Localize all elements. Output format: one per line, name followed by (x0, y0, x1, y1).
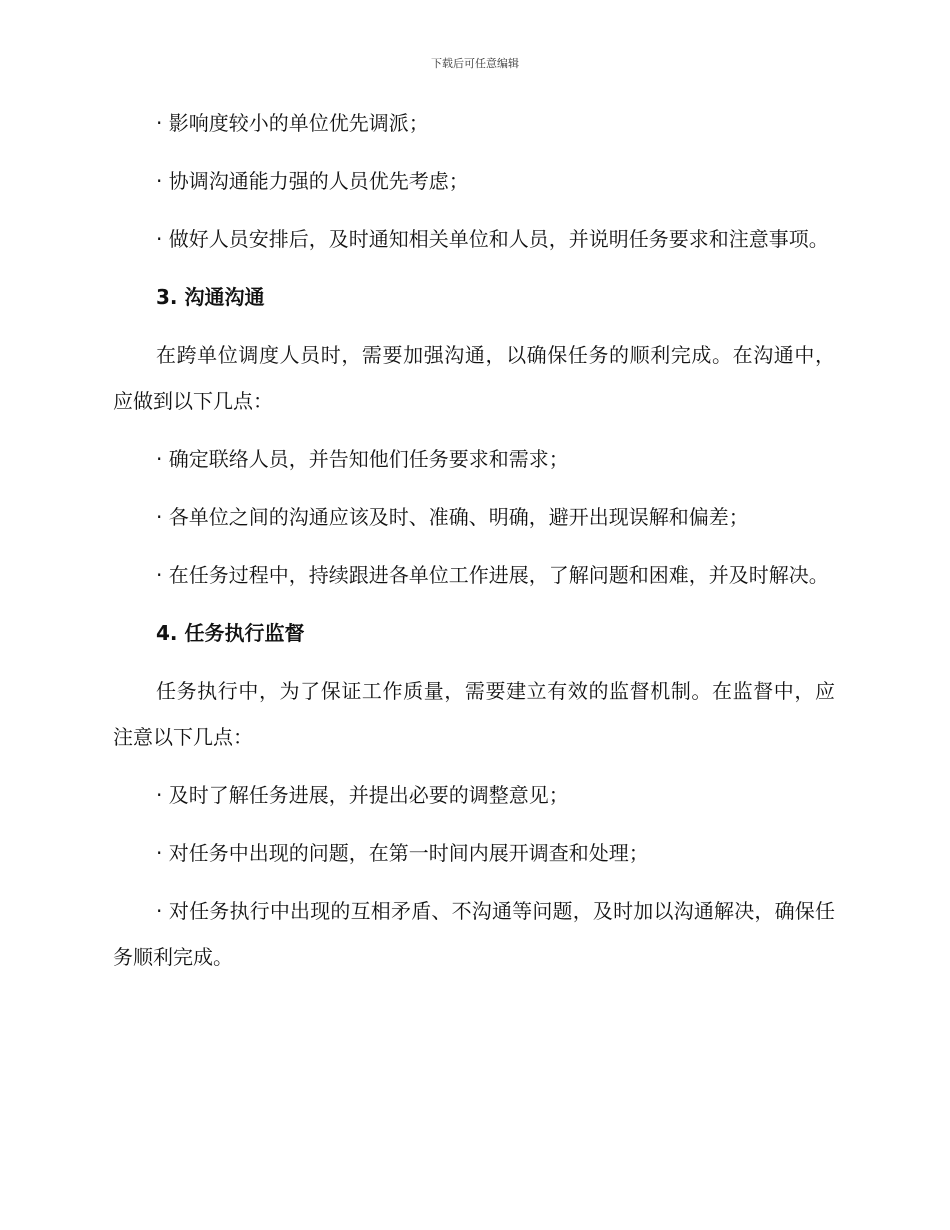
page-header: 下载后可任意编辑 (431, 57, 519, 70)
bullet-item: · 各单位之间的沟通应该及时、准确、明确，避开出现误解和偏差； (156, 505, 749, 529)
section-heading: 4. 任务执行监督 (156, 621, 305, 645)
bullet-item: · 在任务过程中，持续跟进各单位工作进展，了解问题和困难，并及时解决。 (156, 563, 829, 587)
bullet-item: · 协调沟通能力强的人员优先考虑； (156, 169, 469, 193)
bullet-item: · 影响度较小的单位优先调派； (156, 111, 429, 135)
document-body (113, 100, 835, 992)
section-heading: 3. 沟通沟通 (156, 285, 265, 309)
bullet-item: · 对任务执行中出现的互相矛盾、不沟通等问题，及时加以沟通解决，确保任务顺利完成。 (113, 899, 835, 969)
paragraph: 在跨单位调度人员时，需要加强沟通，以确保任务的顺利完成。在沟通中，应做到以下几点： (113, 343, 835, 413)
bullet-item: · 做好人员安排后，及时通知相关单位和人员，并说明任务要求和注意事项。 (156, 227, 829, 251)
paragraph: 任务执行中，为了保证工作质量，需要建立有效的监督机制。在监督中，应注意以下几点： (113, 679, 835, 749)
bullet-item: · 及时了解任务进展，并提出必要的调整意见； (156, 783, 569, 807)
bullet-item: · 对任务中出现的问题，在第一时间内展开调查和处理； (156, 841, 649, 865)
bullet-item: · 确定联络人员，并告知他们任务要求和需求； (156, 447, 569, 471)
